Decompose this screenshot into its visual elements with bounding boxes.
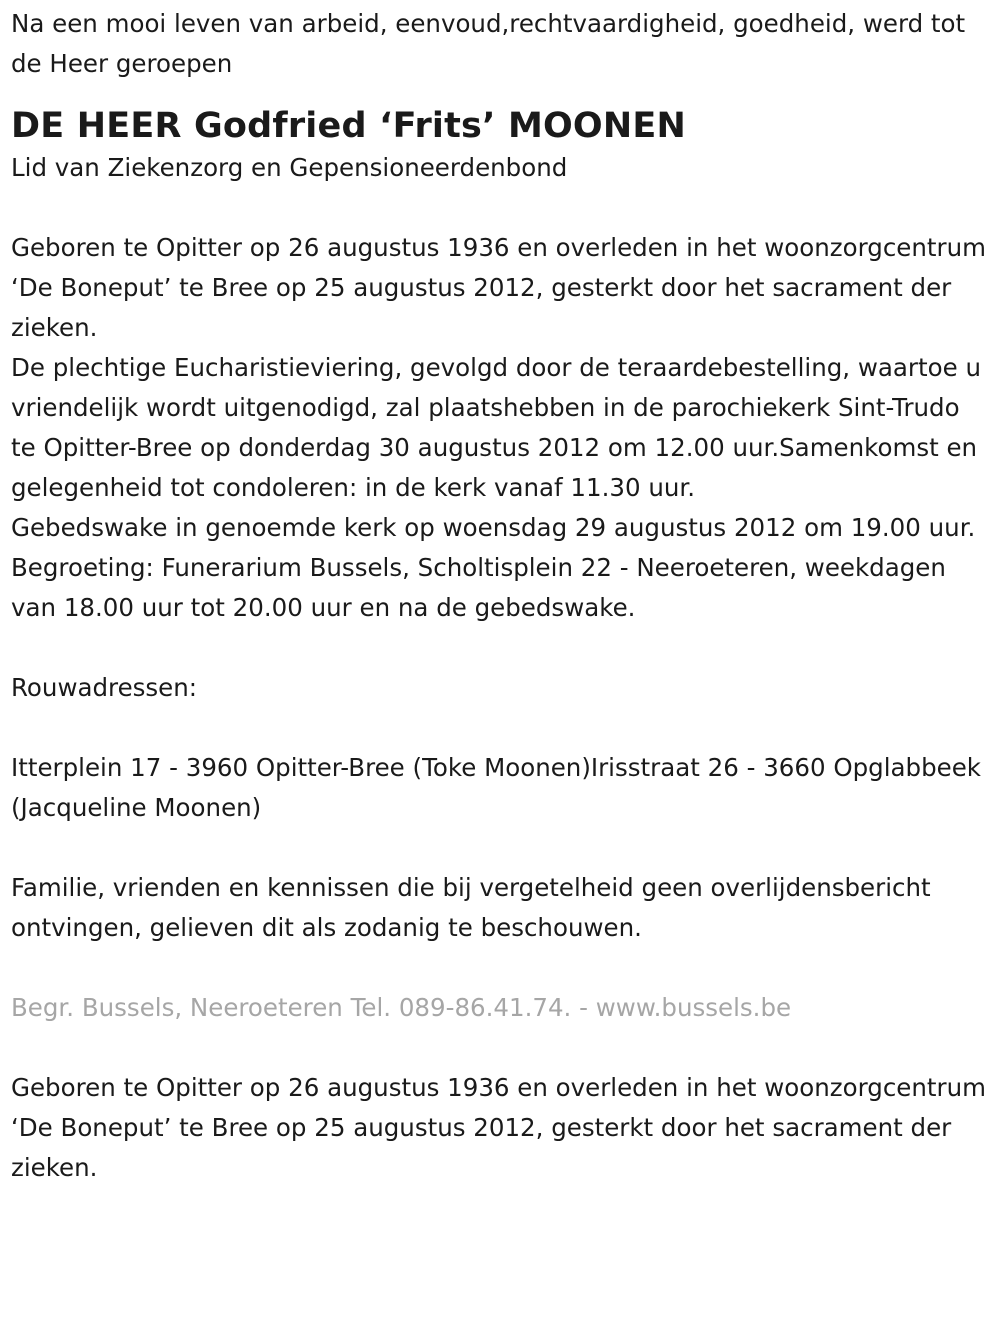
wake-text: Gebedswake in genoemde kerk op woensdag 29 augustus 2012 om 19.00 uur. xyxy=(11,513,976,542)
closing-note: Familie, vrienden en kennissen die bij vergetelheid geen overlijdensbericht ontvingen, gelieven dit als zodanig te beschouwen. xyxy=(11,873,931,942)
birth-death-text: Geboren te Opitter op 26 augustus 1936 en overleden in het woonzorgcentrum ‘De Boneput’ te Bree op 25 augustus 2012, gesterkt door het sacrament der zieken. xyxy=(11,233,986,342)
intro-line-2: de Heer geroepen xyxy=(11,49,233,78)
funeral-home-credit: Begr. Bussels, Neeroeteren Tel. 089-86.41.74. - www.bussels.be xyxy=(11,993,792,1022)
spacer xyxy=(11,1028,988,1068)
spacer xyxy=(11,948,988,988)
membership-text: Lid van Ziekenzorg en Gepensioneerdenbond xyxy=(11,153,568,182)
spacer xyxy=(11,188,988,228)
repeat-birth-death-text: Geboren te Opitter op 26 augustus 1936 en overleden in het woonzorgcentrum ‘De Boneput’ te Bree op 25 augustus 2012, gesterkt door het sacrament der zieken. xyxy=(11,1073,986,1182)
addresses-text: Itterplein 17 - 3960 Opitter-Bree (Toke Moonen)Irisstraat 26 - 3660 Opglabbeek (Jacqueline Moonen) xyxy=(11,753,981,822)
deceased-name: DE HEER Godfried ‘Frits’ MOONEN xyxy=(11,106,686,146)
visitation-text: Begroeting: Funerarium Bussels, Scholtisplein 22 - Neeroeteren, weekdagen van 18.00 uur tot 20.00 uur en na de gebedswake. xyxy=(11,553,946,622)
spacer xyxy=(11,828,988,868)
intro-line-1: Na een mooi leven van arbeid, eenvoud,rechtvaardigheid, goedheid, werd tot xyxy=(11,9,966,38)
details-block xyxy=(11,228,988,628)
ceremony-text: De plechtige Eucharistieviering, gevolgd door de teraardebestelling, waartoe u vriendelijk wordt uitgenodigd, zal plaatshebben in de parochiekerk Sint-Trudo te Opitter-Bree op donderdag 30 augustus 2012 om 12.00 uur.Samenkomst en gelegenheid tot condoleren: in de kerk vanaf 11.30 uur. xyxy=(11,353,981,502)
spacer xyxy=(11,708,988,748)
intro-text xyxy=(11,4,988,84)
spacer xyxy=(11,628,988,668)
addresses-label: Rouwadressen: xyxy=(11,673,198,702)
